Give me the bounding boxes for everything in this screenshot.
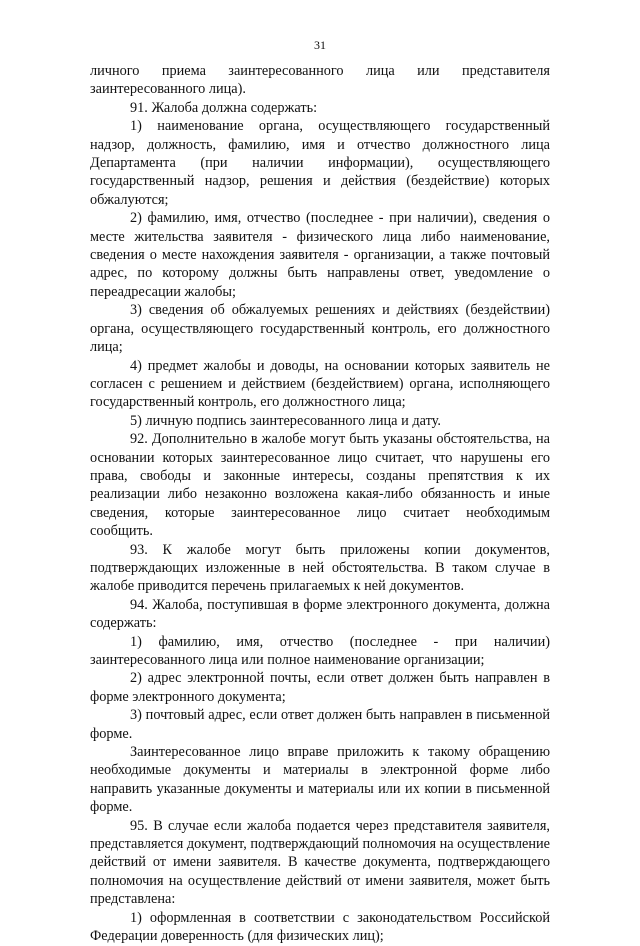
paragraph-94-note: Заинтересованное лицо вправе приложить к такому обращению необходимые документы и материалы в электронной форме либо направить указанные документы и материалы или их копии в письменной форме. — [90, 744, 550, 816]
paragraph-94-item-3: 3) почтовый адрес, если ответ должен быть направлен в письменной форме. — [90, 707, 550, 742]
paragraph-92: 92. Дополнительно в жалобе могут быть указаны обстоятельства, на основании которых заинтересованное лицо считает, что нарушены его права, свободы и законные интересы, созданы препятствия к их реализации либо незаконно возложена какая-либо обязанность и иные сведения, которые заинтересованное лицо считает необходимым сообщить. — [90, 431, 550, 540]
page-number: 31 — [314, 38, 326, 52]
document-body — [90, 62, 550, 946]
paragraph-95-item-1: 1) оформленная в соответствии с законодательством Российской Федерации доверенность (для физических лиц); — [90, 909, 550, 945]
paragraph-95: 95. В случае если жалоба подается через представителя заявителя, представляется документ, подтверждающий полномочия на осуществление действий от имени заявителя. В качестве документа, подтверждающего полномочия на осуществление действий от имени заявителя, может быть представлена: — [90, 817, 550, 908]
paragraph-continuation: личного приема заинтересованного лица или представителя заинтересованного лица). — [90, 63, 550, 98]
paragraph-93: 93. К жалобе могут быть приложены копии документов, подтверждающих изложенные в ней обстоятельства. В таком случае в жалобе приводится перечень прилагаемых к ней документов. — [90, 541, 550, 595]
paragraph-94-heading: 94. Жалоба, поступившая в форме электронного документа, должна содержать: — [90, 596, 550, 632]
paragraph-91-item-4: 4) предмет жалобы и доводы, на основании которых заявитель не согласен с решением и действием (бездействием) органа, исполняющего государственный контроль, его должностного лица; — [90, 357, 550, 411]
paragraph-91-item-1: 1) наименование органа, осуществляющего государственный надзор, должность, фамилию, имя и отчество должностного лица Департамента (при наличии информации), осуществляющего государственный надзор, решения и действия (бездействие) которых обжалуются; — [90, 118, 550, 208]
paragraph-91-item-5: 5) личную подпись заинтересованного лица и дату. — [130, 412, 441, 429]
paragraph-94-item-1: 1) фамилию, имя, отчество (последнее - при наличии) заинтересованного лица или полное наименование организации; — [90, 633, 550, 668]
paragraph-91-heading: 91. Жалоба должна содержать: — [130, 99, 318, 116]
paragraph-94-item-2: 2) адрес электронной почты, если ответ должен быть направлен в форме электронного документа; — [90, 670, 550, 705]
paragraph-91-item-2: 2) фамилию, имя, отчество (последнее - при наличии), сведения о месте жительства заявителя - физического лица либо наименование, сведения о месте нахождения заявителя - организации, а также почтовый адрес, по которому должны быть направлены ответ, уведомление о переадресации жалобы; — [90, 210, 550, 300]
paragraph-91-item-3: 3) сведения об обжалуемых решениях и действиях (бездействии) органа, осуществляющего государственный контроль, его должностного лица; — [90, 302, 550, 356]
